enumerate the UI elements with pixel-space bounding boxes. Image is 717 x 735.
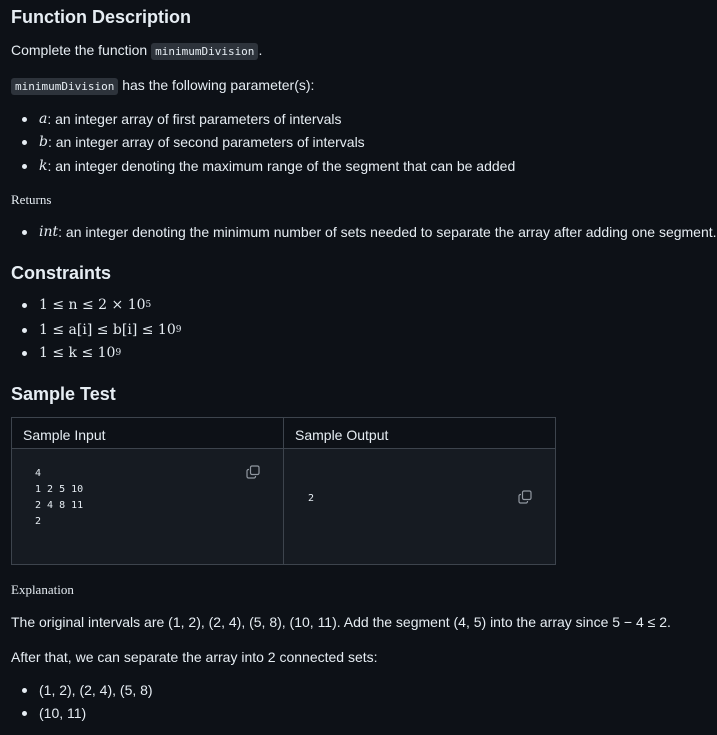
complete-suffix: .: [258, 42, 263, 58]
constraint-text: 1 ≤ n ≤ 2 × 10: [39, 297, 146, 313]
param-desc: : an integer array of first parameters of intervals: [47, 111, 342, 127]
explanation-line-2: After that, we can separate the array into 2 connected sets:: [11, 649, 378, 665]
function-name-code: minimumDivision: [151, 43, 258, 60]
bullet-icon: [22, 140, 27, 145]
heading-function-description: Function Description: [11, 7, 191, 27]
constraint-text: 1 ≤ k ≤ 10: [39, 345, 116, 361]
returns-item: [22, 224, 717, 240]
sample-input-line: 2: [35, 516, 42, 527]
explanation-label: Explanation: [11, 582, 74, 597]
sample-input-header: Sample Input: [12, 418, 284, 449]
bullet-icon: [22, 303, 27, 308]
param-name: b: [39, 134, 48, 150]
return-desc: : an integer denoting the minimum number of sets needed to separate the array after adding one segment.: [58, 224, 717, 240]
sample-input-line: 2 4 8 11: [35, 500, 84, 511]
constraint-exponent: 5: [145, 300, 152, 310]
returns-label: Returns: [11, 192, 52, 207]
constraint-item: [22, 297, 151, 313]
param-item-k: [22, 158, 515, 174]
sample-input-line: 1 2 5 10: [35, 484, 84, 495]
heading-sample-test: Sample Test: [11, 384, 116, 404]
function-name-code-2: minimumDivision: [11, 78, 118, 95]
complete-function-line: [11, 42, 262, 58]
bullet-icon: [22, 164, 27, 169]
bullet-icon: [22, 688, 27, 693]
explanation-line-1: The original intervals are (1, 2), (2, 4), (5, 8), (10, 11). Add the segment (4, 5) into the array since 5 − 4 ≤ 2.: [11, 614, 671, 630]
bullet-icon: [22, 230, 27, 235]
params-suffix: has the following parameter(s):: [122, 77, 315, 93]
constraint-text: 1 ≤ a[i] ≤ b[i] ≤ 10: [39, 322, 176, 338]
param-name: a: [39, 111, 48, 127]
set-text: (10, 11): [39, 705, 87, 721]
copy-icon[interactable]: [246, 465, 260, 479]
constraint-item: [22, 322, 181, 338]
bullet-icon: [22, 351, 27, 356]
param-desc: : an integer denoting the maximum range of the segment that can be added: [47, 158, 516, 174]
constraint-exponent: 9: [115, 348, 122, 358]
heading-constraints: Constraints: [11, 263, 112, 283]
sample-input-cell: [12, 449, 283, 564]
bullet-icon: [22, 117, 27, 122]
param-desc: : an integer array of second parameters of intervals: [47, 134, 365, 150]
set-item: [22, 682, 153, 698]
sample-input-line: 4: [35, 468, 42, 479]
sample-input-block: [35, 466, 83, 530]
sample-output-cell: [284, 449, 555, 564]
sample-output-line: 2: [308, 493, 315, 504]
set-item: [22, 705, 86, 721]
param-item-a: [22, 111, 341, 127]
sample-output-header: Sample Output: [284, 418, 555, 449]
constraint-exponent: 9: [175, 325, 182, 335]
bullet-icon: [22, 328, 27, 333]
constraint-item: [22, 345, 121, 361]
sample-test-table: [11, 417, 556, 565]
copy-icon[interactable]: [518, 490, 532, 504]
return-type: int: [39, 224, 59, 240]
set-text: (1, 2), (2, 4), (5, 8): [39, 682, 153, 698]
bullet-icon: [22, 711, 27, 716]
sample-output-block: [308, 491, 314, 507]
param-name: k: [39, 158, 48, 174]
complete-prefix: Complete the function: [11, 42, 148, 58]
param-item-b: [22, 134, 365, 150]
params-intro-line: [11, 77, 314, 93]
